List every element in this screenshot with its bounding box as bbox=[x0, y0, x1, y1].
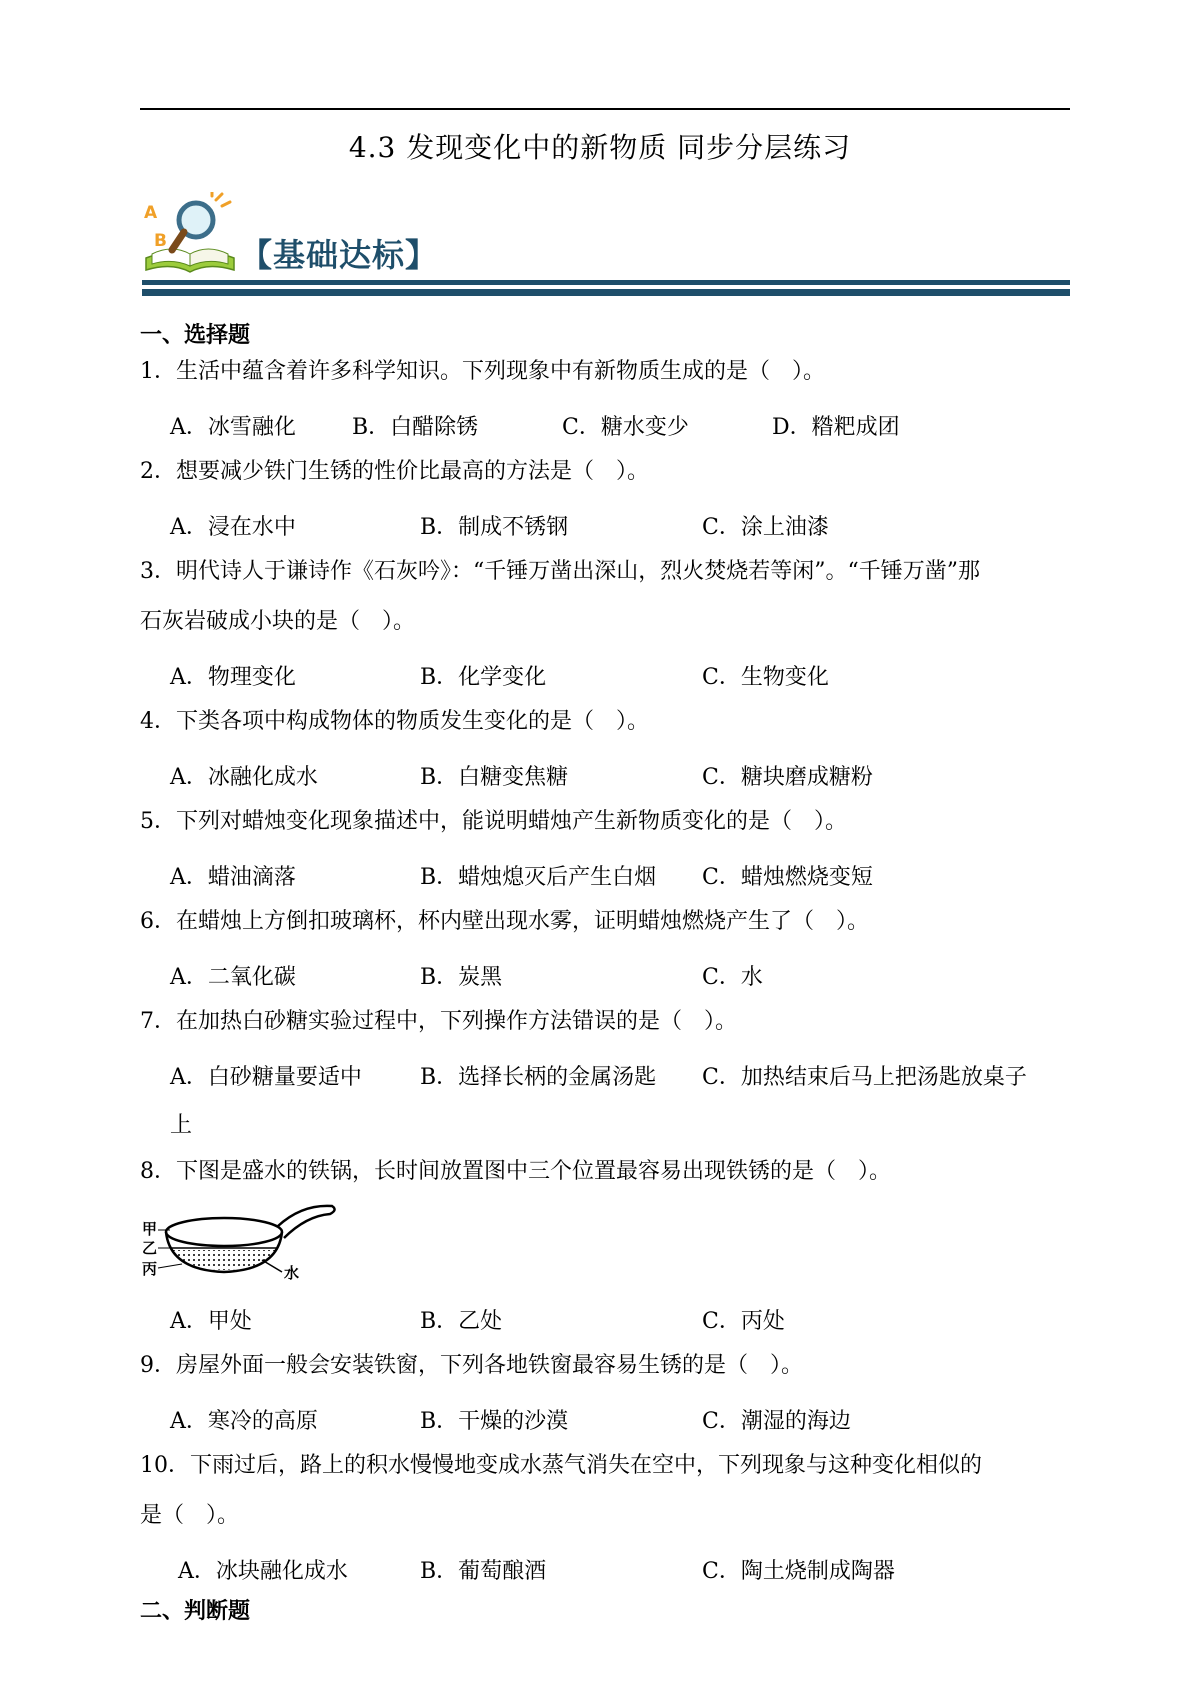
option-c-wrap: 上 bbox=[170, 1113, 193, 1138]
option-a[interactable]: A．冰融化成水 bbox=[170, 765, 318, 790]
question-stem-line: 是（ ）。 bbox=[140, 1503, 240, 1528]
banner-label: 【基础达标】 bbox=[240, 236, 439, 274]
svg-text:A: A bbox=[144, 203, 158, 223]
option-a[interactable]: A．二氧化碳 bbox=[170, 965, 296, 990]
option-a[interactable]: A．白砂糖量要适中 bbox=[170, 1065, 362, 1090]
question-stem: 8．下图是盛水的铁锅，长时间放置图中三个位置最容易出现铁锈的是（ ）。 bbox=[140, 1159, 891, 1184]
option-row bbox=[170, 1554, 1070, 1598]
option-b[interactable]: B．炭黑 bbox=[420, 965, 503, 990]
option-b[interactable]: B．乙处 bbox=[420, 1309, 503, 1334]
question-stem: 4．下类各项中构成物体的物质发生变化的是（ ）。 bbox=[140, 709, 649, 734]
option-a[interactable]: A．浸在水中 bbox=[170, 515, 296, 540]
option-b[interactable]: B．白糖变焦糖 bbox=[420, 765, 569, 790]
option-b[interactable]: B．化学变化 bbox=[420, 665, 547, 690]
figure-label-yi: 乙 bbox=[142, 1239, 158, 1257]
option-b[interactable]: B．白醋除锈 bbox=[352, 415, 479, 440]
option-c[interactable]: C．丙处 bbox=[702, 1309, 785, 1334]
option-a[interactable]: A．物理变化 bbox=[170, 665, 296, 690]
figure-label-jia: 甲 bbox=[142, 1220, 158, 1238]
section-heading-choice: 一、选择题 bbox=[140, 322, 251, 348]
top-rule bbox=[140, 108, 1070, 110]
option-a[interactable]: A．蜡油滴落 bbox=[170, 865, 296, 890]
option-b[interactable]: B．蜡烛熄灭后产生白烟 bbox=[420, 865, 657, 890]
question-stem: 7．在加热白砂糖实验过程中，下列操作方法错误的是（ ）。 bbox=[140, 1009, 737, 1034]
document-title: 4.3 发现变化中的新物质 同步分层练习 bbox=[348, 131, 852, 164]
option-b[interactable]: B．制成不锈钢 bbox=[420, 515, 569, 540]
option-a[interactable]: A．寒冷的高原 bbox=[170, 1409, 318, 1434]
svg-text:B: B bbox=[154, 231, 167, 251]
question-stem: 5．下列对蜡烛变化现象描述中，能说明蜡烛产生新物质变化的是（ ）。 bbox=[140, 809, 847, 834]
option-d[interactable]: D．糌粑成团 bbox=[772, 415, 900, 440]
option-c[interactable]: C．水 bbox=[702, 965, 763, 990]
magnifier-book-logo-icon bbox=[142, 192, 238, 276]
banner-rule-thick bbox=[142, 289, 1070, 296]
iron-pan-figure bbox=[142, 1198, 342, 1284]
option-a[interactable]: A．甲处 bbox=[170, 1309, 252, 1334]
option-a[interactable]: A．冰块融化成水 bbox=[178, 1559, 348, 1584]
option-c[interactable]: C．加热结束后马上把汤匙放桌子 bbox=[702, 1065, 1027, 1090]
option-b[interactable]: B．干燥的沙漠 bbox=[420, 1409, 569, 1434]
question-stem: 6．在蜡烛上方倒扣玻璃杯，杯内壁出现水雾，证明蜡烛燃烧产生了（ ）。 bbox=[140, 909, 869, 934]
section-banner bbox=[142, 192, 1072, 302]
option-c[interactable]: C．陶土烧制成陶器 bbox=[702, 1559, 895, 1584]
question-stem-line: 石灰岩破成小块的是（ ）。 bbox=[140, 609, 416, 634]
question-stem-line: 10．下雨过后，路上的积水慢慢地变成水蒸气消失在空中，下列现象与这种变化相似的 bbox=[140, 1453, 982, 1478]
option-a[interactable]: A．冰雪融化 bbox=[170, 415, 296, 440]
question-stem: 9．房屋外面一般会安装铁窗，下列各地铁窗最容易生锈的是（ ）。 bbox=[140, 1353, 803, 1378]
option-b[interactable]: B．选择长柄的金属汤匙 bbox=[420, 1065, 657, 1090]
option-c[interactable]: C．生物变化 bbox=[702, 665, 829, 690]
option-c[interactable]: C．糖水变少 bbox=[562, 415, 689, 440]
banner-rule-thin bbox=[142, 280, 1070, 285]
figure-label-bing: 丙 bbox=[142, 1260, 158, 1278]
option-c[interactable]: C．蜡烛燃烧变短 bbox=[702, 865, 873, 890]
option-c[interactable]: C．糖块磨成糖粉 bbox=[702, 765, 873, 790]
question-stem-line: 3．明代诗人于谦诗作《石灰吟》：“千锤万凿出深山，烈火焚烧若等闲”。“千锤万凿”那 bbox=[140, 559, 980, 584]
question-stem: 2．想要减少铁门生锈的性价比最高的方法是（ ）。 bbox=[140, 459, 649, 484]
figure-label-water: 水 bbox=[284, 1264, 300, 1282]
option-row bbox=[170, 1060, 1070, 1104]
question-stem: 1．生活中蕴含着许多科学知识。下列现象中有新物质生成的是（ ）。 bbox=[140, 359, 825, 384]
option-b[interactable]: B．葡萄酿酒 bbox=[420, 1559, 547, 1584]
option-c[interactable]: C．涂上油漆 bbox=[702, 515, 829, 540]
section-heading-judge: 二、判断题 bbox=[140, 1598, 251, 1624]
option-c[interactable]: C．潮湿的海边 bbox=[702, 1409, 851, 1434]
